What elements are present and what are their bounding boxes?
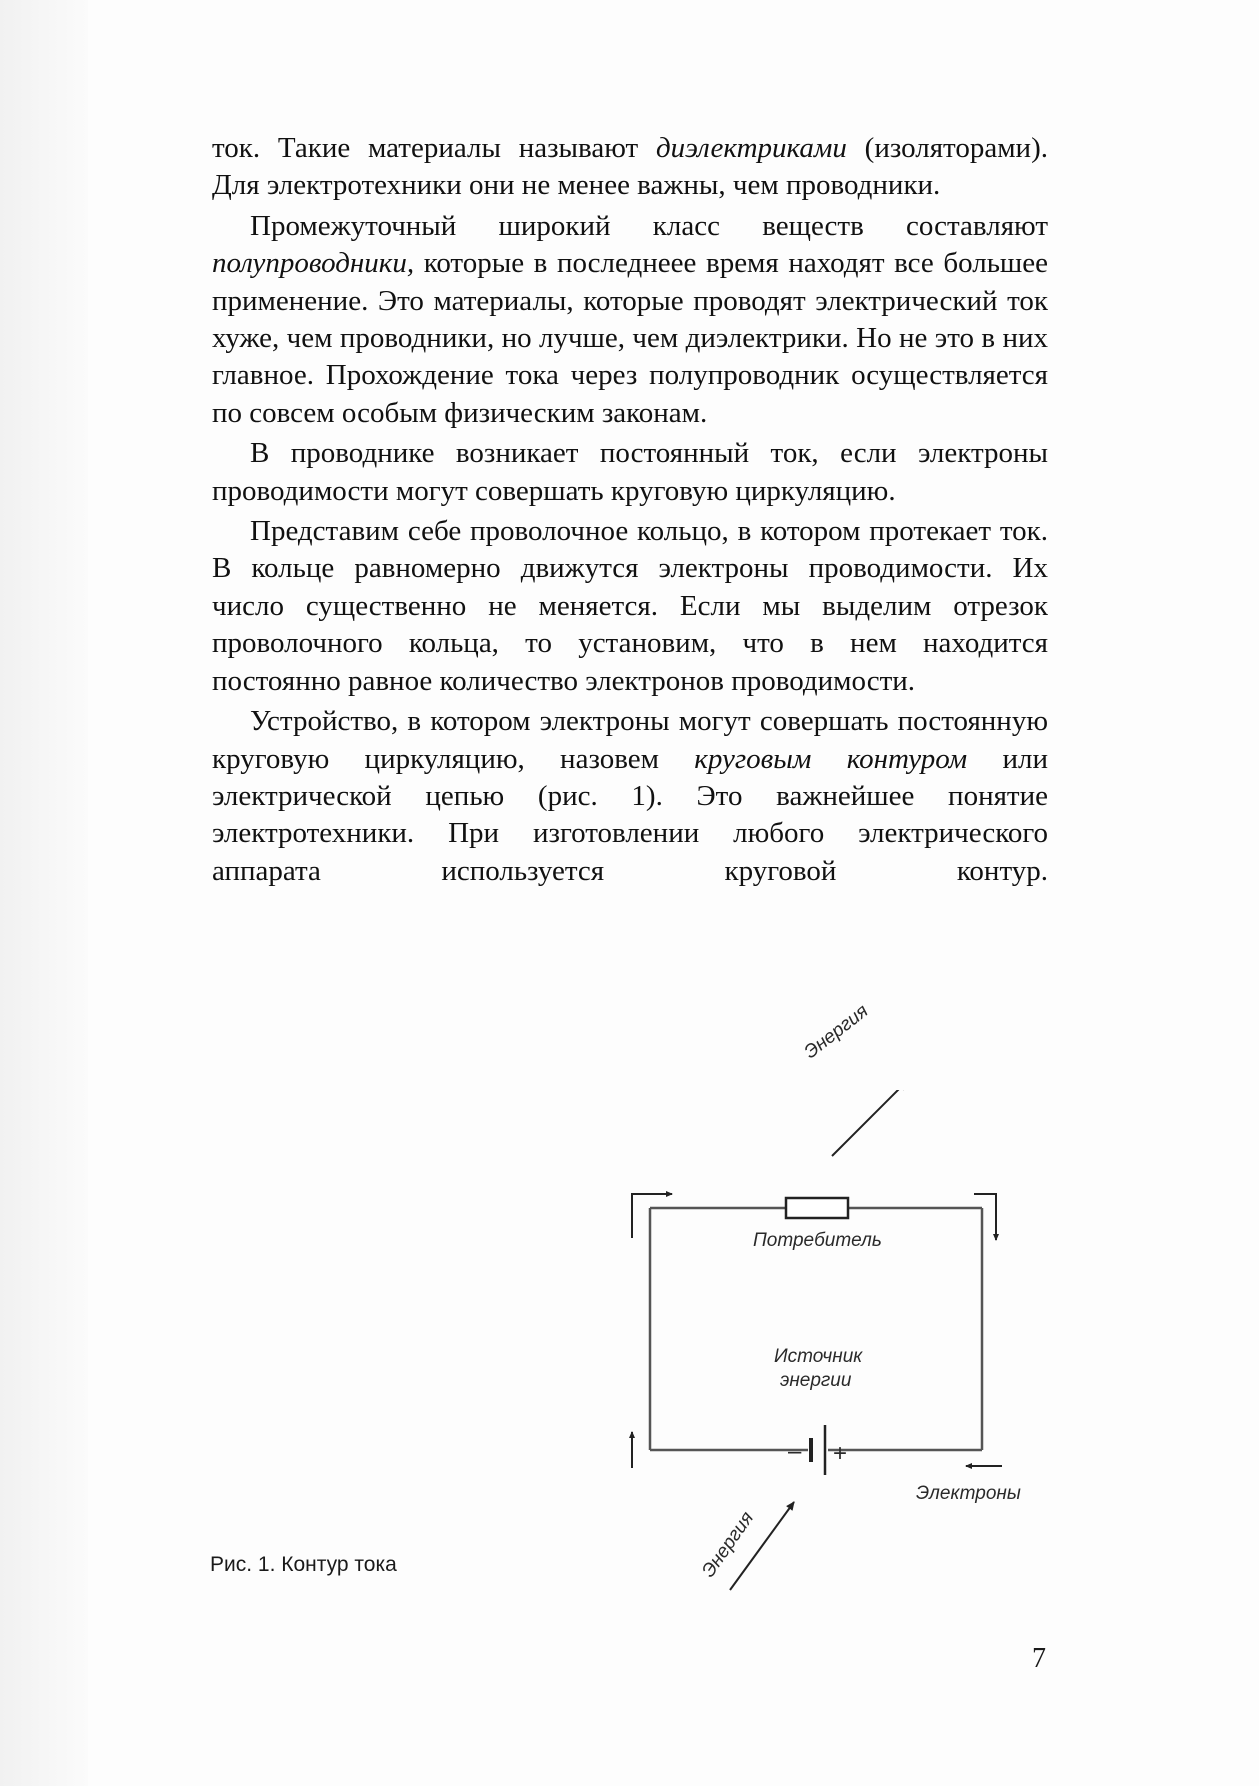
emphasis-term: диэлектриками: [655, 132, 847, 164]
source-label-line1: Источник: [774, 1346, 863, 1367]
minus-sign: –: [788, 1438, 802, 1465]
paragraph: [212, 513, 1048, 700]
figure-caption: Рис. 1. Контур тока: [210, 1553, 397, 1576]
emphasis-term: полупроводники,: [212, 247, 415, 280]
text-run: Представим себе проволочное кольцо, в котором протекает ток. В кольце равномерно движутся электроны проводимости. Их число существенно не меняется. Если мы выделим отрезок проволочного кольца, то установим, что в нем находится постоянно равное количество электронов проводимости.: [212, 515, 1048, 697]
paragraph: [212, 130, 1048, 205]
text-run: Устройство, в котором электроны могут совершать постоянную круговую циркуляцию, назовем: [212, 705, 1048, 775]
text-run: Промежуточный широкий класс веществ составляют: [250, 209, 1048, 242]
page-number: 7: [1032, 1643, 1046, 1674]
electrons-label: Электроны: [916, 1483, 1021, 1504]
emphasis-term: круговым контуром: [694, 742, 968, 775]
paragraph: [212, 208, 1048, 432]
circuit-figure: [590, 1000, 1070, 1600]
text-run: ток. Такие материалы называют: [212, 132, 656, 164]
text-run: которые в последнеее время находят все большее применение. Это материалы, которые проводят электрический ток хуже, чем проводники, но лучше, чем диэлектрики. Но не это в них главное. Прохождение тока через полупроводник осуществляется по совсем особым физическим законам.: [212, 247, 1048, 429]
circuit-diagram: [590, 1090, 1070, 1600]
energy-in-label: Энергия: [697, 1508, 759, 1582]
body-text: [212, 130, 1048, 893]
energy-out-label: Энергия: [800, 1000, 873, 1064]
plus-sign: +: [833, 1440, 848, 1467]
text-run: (изоляторами). Для электротехники они не менее важны, чем проводники.: [212, 132, 1048, 202]
consumer-label: Потребитель: [753, 1230, 882, 1251]
energy-out-arrow: [832, 1090, 906, 1156]
page-edge-shadow: [0, 0, 88, 1786]
paragraph: [212, 703, 1048, 890]
text-run: В проводнике возникает постоянный ток, если электроны проводимости могут совершать круговую циркуляцию.: [212, 437, 1048, 507]
source-label-line2: энергии: [780, 1370, 852, 1391]
battery-symbol: [811, 1425, 825, 1475]
consumer-resistor: [786, 1198, 848, 1218]
text-run: или электрической цепью (рис. 1). Это важнейшее понятие электротехники. При изготовлении любого электрического аппарата используется круговой контур.: [212, 742, 1048, 887]
paragraph: [212, 435, 1048, 510]
